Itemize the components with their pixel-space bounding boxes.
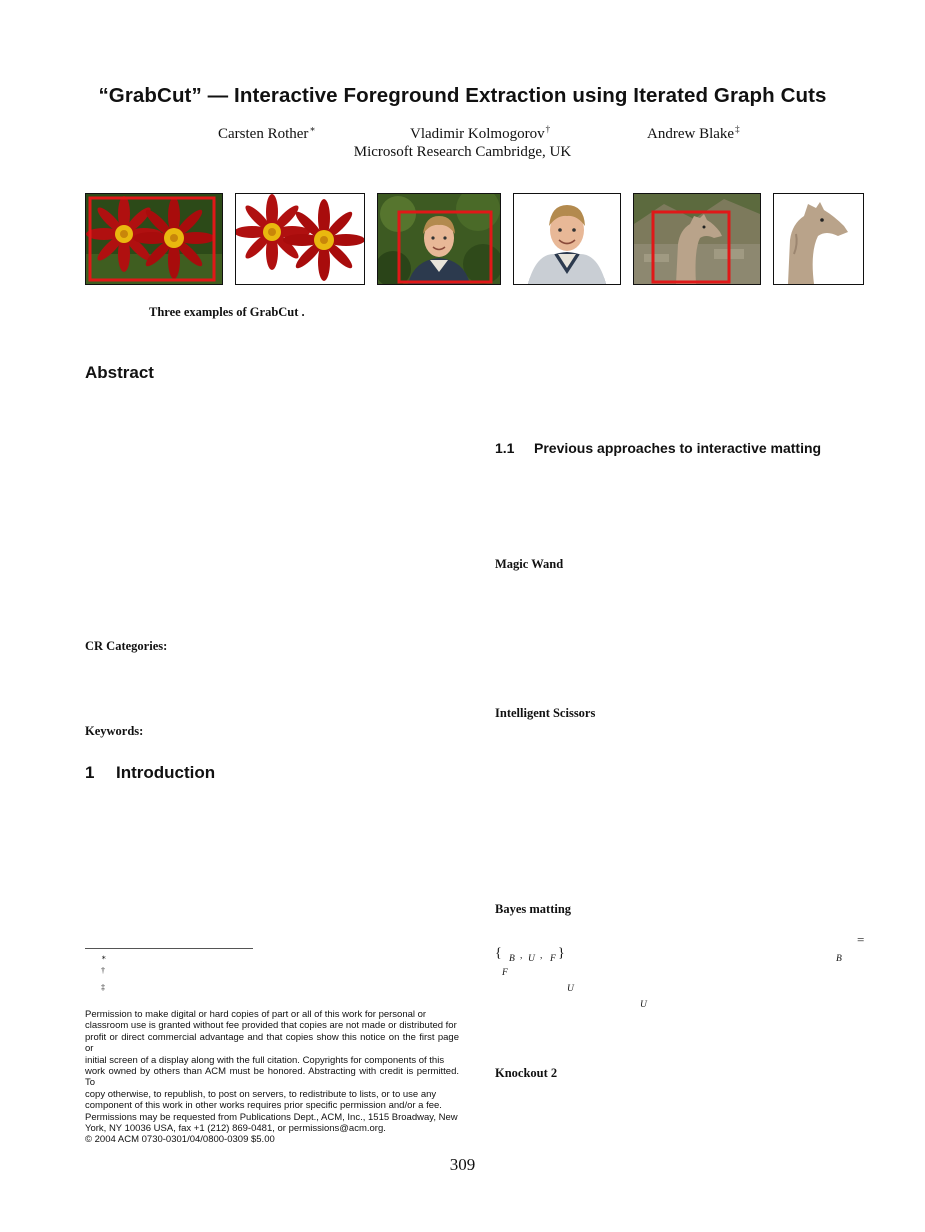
permission-line: profit or direct commercial advantage and that copies show this notice on the first page or [85,1031,459,1055]
author-3 [647,124,740,143]
math-close-brace: } [558,946,565,961]
figure-panel-flowers-boxed [85,193,223,285]
footnote-mark-2: † [101,966,105,975]
permission-line: work owned by others than ACM must be honored. Abstracting with credit is permitted. To [85,1066,459,1089]
author-3-mark: ‡ [735,124,740,134]
permission-line: Permissions may be requested from Publications Dept., ACM, Inc., 1515 Broadway, New [85,1111,458,1123]
footnote-mark-1: ∗ [101,953,107,962]
math-comma: , [540,951,543,961]
intro-heading: Introduction [116,763,216,782]
math-b: B [509,954,515,964]
math-f: F [502,968,508,978]
math-u: U [528,954,535,964]
footnote-mark-3: ‡ [101,983,105,992]
magic-wand-heading: Magic Wand [495,557,564,571]
bayes-matting-heading: Bayes matting [495,902,572,916]
permission-line: copy otherwise, to republish, to post on servers, to redistribute to lists, or to use any [85,1088,437,1100]
figure-panel-person-boxed [377,193,501,285]
math-open-brace: { [495,946,502,961]
permission-notice [85,1009,459,1146]
author-3-name: Andrew Blake [647,126,735,142]
author-2-name: Vladimir Kolmogorov [410,126,545,142]
intelligent-scissors-heading: Intelligent Scissors [495,706,596,720]
math-f: F [550,954,556,964]
figure-panel-llama-extracted [773,193,864,285]
permission-line: initial screen of a display along with the full citation. Copyrights for components of this [85,1054,445,1066]
math-u: U [567,984,574,994]
author-1 [218,124,316,143]
author-2-mark: † [545,124,551,134]
author-1-name: Carsten Rother [218,126,309,142]
author-1-mark: ∗ [309,124,316,134]
math-equals: = [857,932,865,947]
math-comma: , [520,951,523,961]
permission-line: Permission to make digital or hard copies of part or all of this work for personal or [85,1009,427,1020]
paper-title: “GrabCut” — Interactive Foreground Extraction using Iterated Graph Cuts [98,84,827,107]
intro-number: 1 [85,763,95,782]
cr-categories-label: CR Categories: [85,639,168,653]
figure-panel-llama-boxed [633,193,761,285]
affiliation: Microsoft Research Cambridge, UK [353,144,572,160]
permission-line: component of this work in other works requires prior specific permission and/or a fee. [85,1100,442,1112]
math-b: B [836,954,842,964]
copyright-line: © 2004 ACM 0730-0301/04/0800-0309 $5.00 [85,1134,275,1146]
permission-line: York, NY 10036 USA, fax +1 (212) 869-0481, or permissions@acm.org. [85,1123,386,1135]
section-number: 1.1 [495,440,515,456]
section-heading: Previous approaches to interactive matting [534,440,822,456]
figure-caption: Three examples of GrabCut . [149,305,305,319]
figure-panel-person-extracted [513,193,621,285]
math-u: U [640,1000,647,1010]
footnote-rule [85,948,253,949]
keywords-label: Keywords: [85,724,144,738]
abstract-heading: Abstract [85,363,154,382]
author-2 [410,124,550,143]
permission-line: classroom use is granted without fee provided that copies are not made or distributed for [85,1020,457,1032]
figure-panel-flowers-extracted [235,193,365,285]
page-number: 309 [449,1155,476,1174]
knockout-heading: Knockout 2 [495,1066,558,1080]
